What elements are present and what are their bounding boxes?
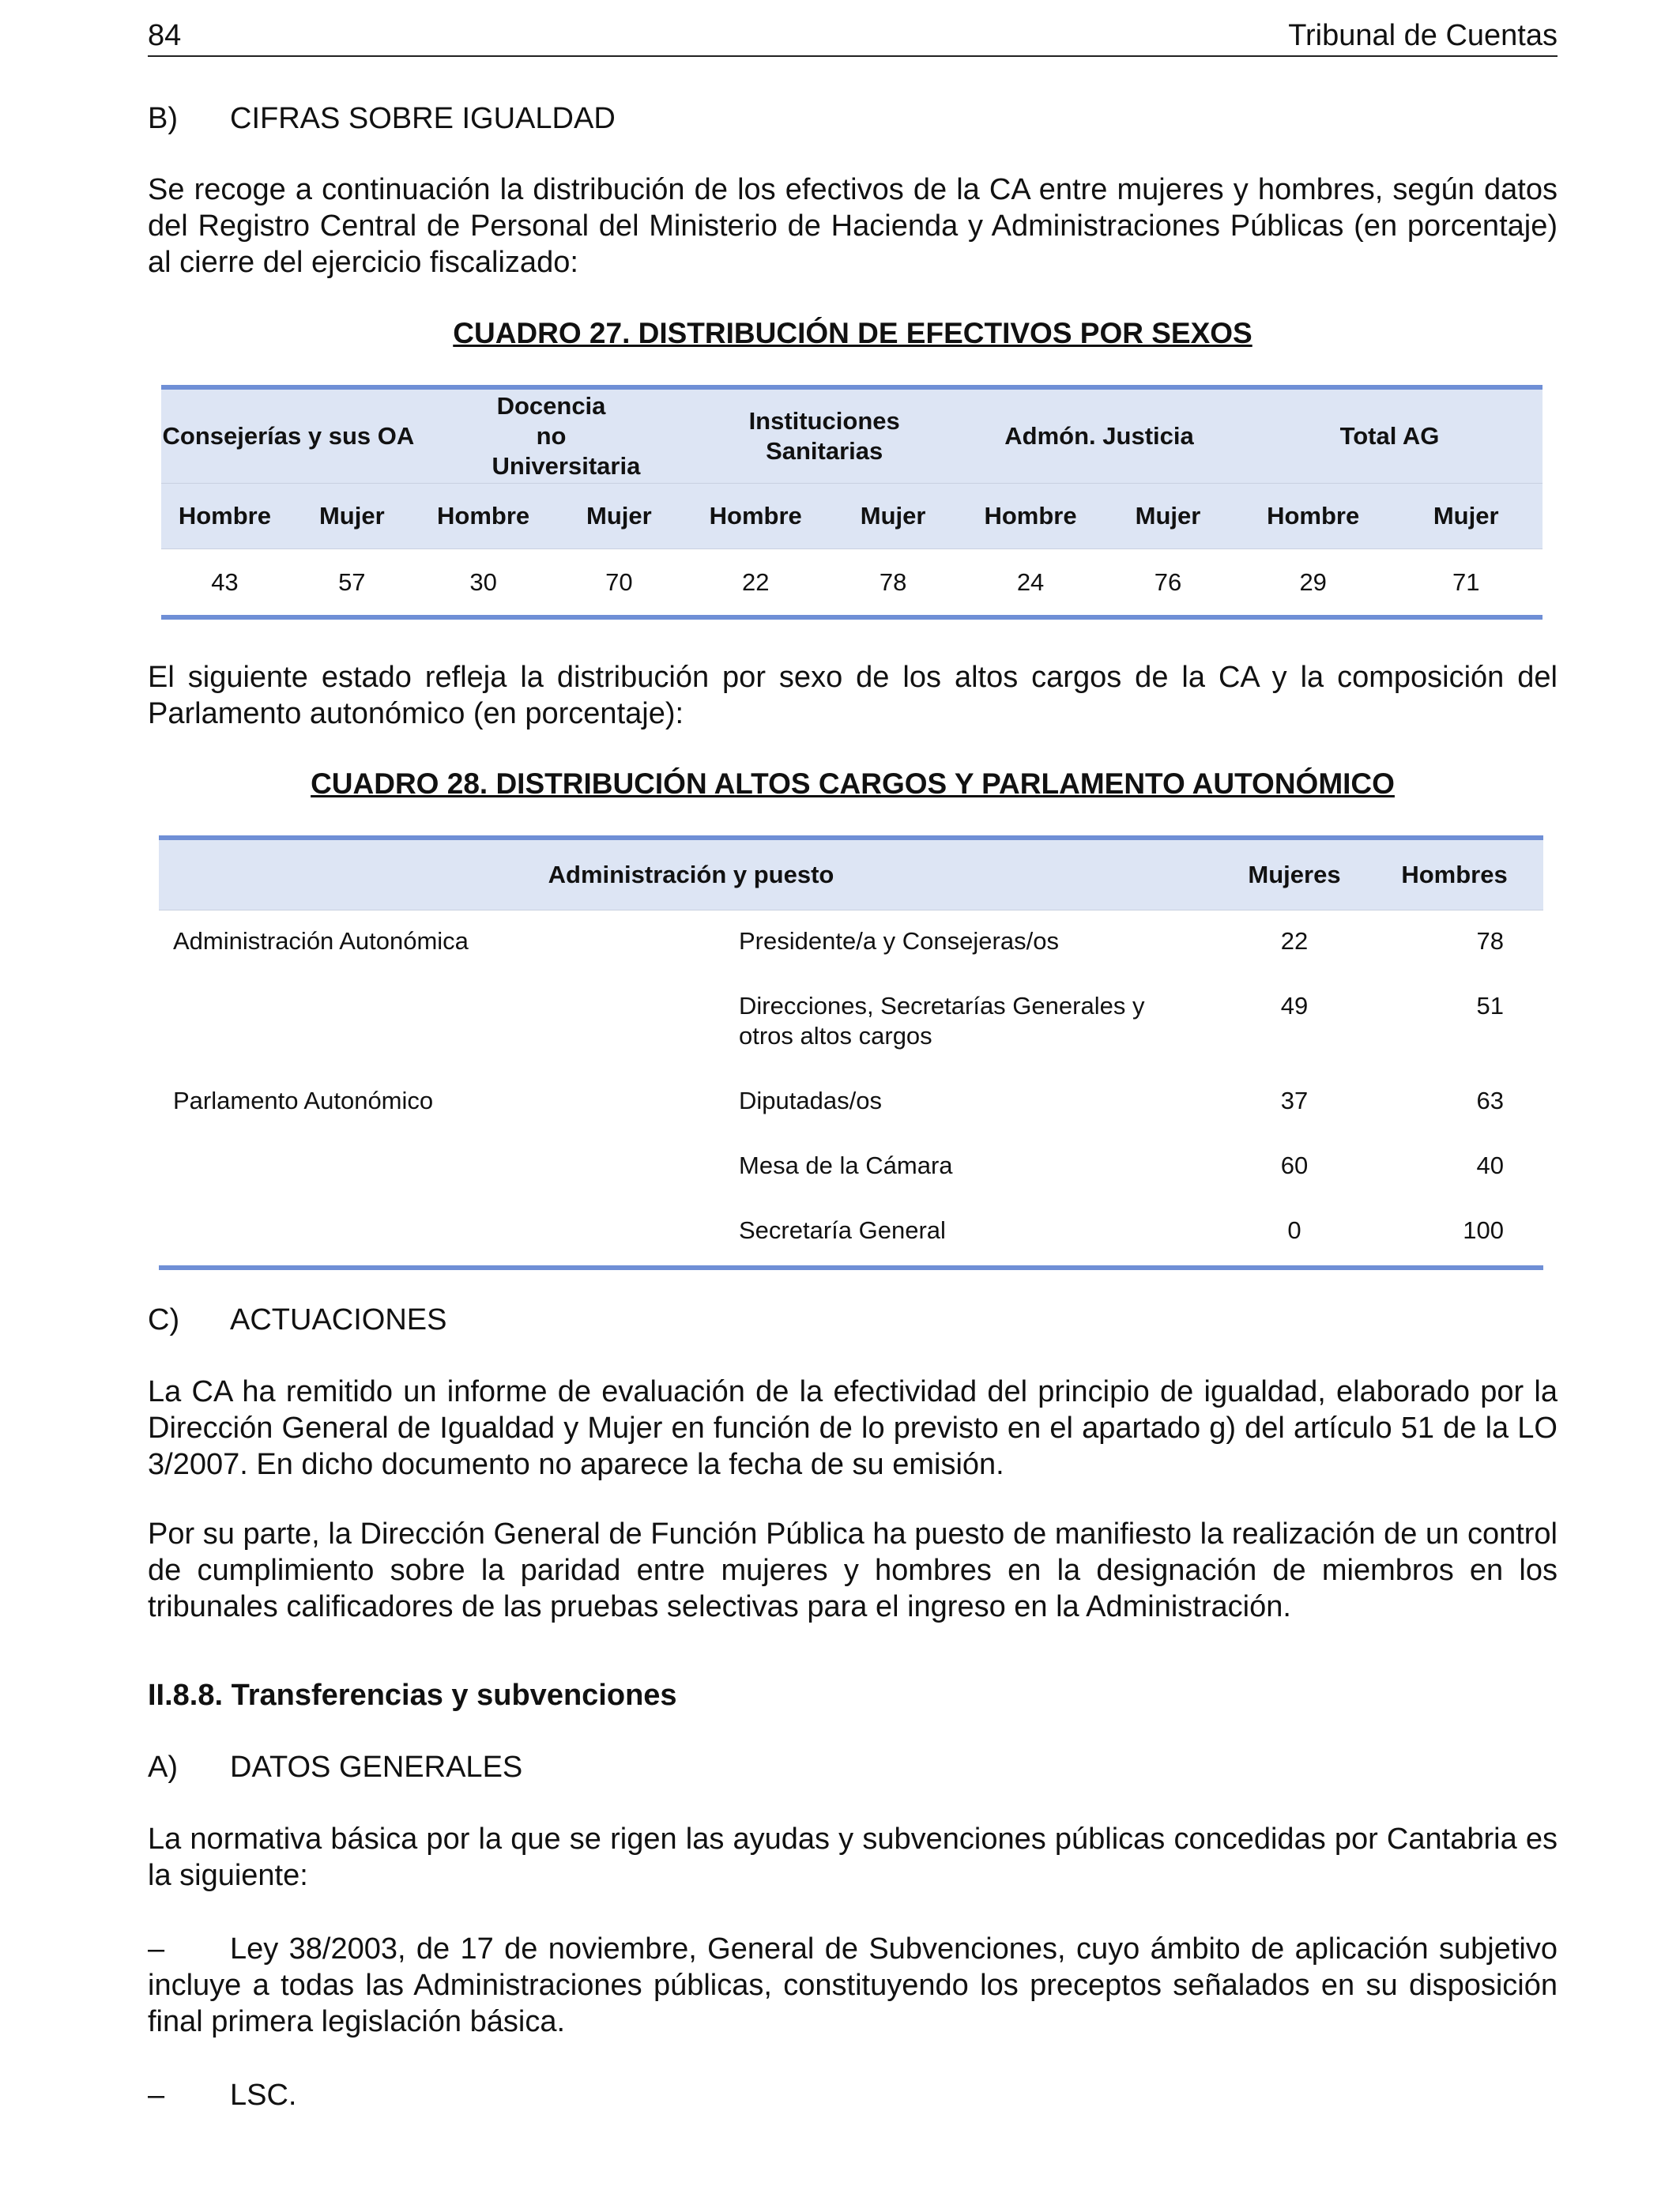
cuadro28-admin — [159, 1200, 738, 1268]
cuadro27-value: 78 — [879, 567, 907, 596]
cuadro27-subheader: Mujer — [824, 484, 962, 549]
cuadro27-group-header: Instituciones Sanitarias — [687, 387, 962, 484]
bullet-item — [148, 1931, 1558, 2040]
page-number: 84 — [148, 19, 182, 52]
cuadro27-value: 29 — [1299, 567, 1327, 596]
header-title: Tribunal de Cuentas — [1288, 19, 1558, 52]
cuadro28-caption: CUADRO 28. DISTRIBUCIÓN ALTOS CARGOS Y PARLAMENTO AUTONÓMICO — [311, 767, 1395, 800]
cuadro27-table — [161, 385, 1543, 620]
cuadro28-puesto: Presidente/a y Consejeras/os — [739, 927, 1059, 955]
section-a-title: DATOS GENERALES — [230, 1751, 523, 1784]
cuadro28-mujeres: 49 — [1280, 991, 1309, 1020]
section-c-heading — [148, 1302, 1558, 1338]
cuadro28-hombres: 51 — [1476, 991, 1504, 1020]
cuadro28-admin: Administración Autonómica — [173, 927, 469, 955]
section-a-heading — [148, 1749, 1558, 1785]
cuadro27-subheader: Hombre — [962, 484, 1099, 549]
cuadro28-header-row — [159, 838, 1543, 910]
cuadro28-puesto: Diputadas/os — [739, 1086, 882, 1114]
cuadro28-header-admin: Administración y puesto — [159, 838, 1223, 910]
cuadro28-row — [159, 910, 1543, 975]
cuadro28-puesto: Direcciones, Secretarías Generales y otros altos cargos — [739, 991, 1145, 1050]
cuadro27-value: 57 — [338, 567, 366, 596]
section-c-title: ACTUACIONES — [230, 1303, 447, 1336]
cuadro28-admin — [159, 975, 738, 1070]
section-b-intro: Se recoge a continuación la distribución de los efectivos de la CA entre mujeres y hombres, según datos del Registro Central de Personal del Ministerio de Hacienda y Administraciones Públicas (en porcentaje) al cierre del ejercicio fiscalizado: — [148, 173, 1558, 279]
page-header — [148, 14, 1558, 57]
cuadro28-admin — [159, 1135, 738, 1200]
section-c-paragraph-1: La CA ha remitido un informe de evaluación de la efectividad del principio de igualdad, elaborado por la Dirección General de Igualdad y Mujer en función de lo previsto en el apartado g) del artículo 51 de la LO 3/2007. En dicho documento no aparece la fecha de su emisión. — [148, 1375, 1558, 1481]
cuadro27-value: 76 — [1154, 567, 1182, 596]
cuadro28-mujeres: 22 — [1280, 927, 1309, 955]
cuadro28-admin: Parlamento Autonómico — [173, 1086, 434, 1114]
bullet-item — [148, 2077, 1558, 2113]
cuadro27-value: 70 — [605, 567, 633, 596]
cuadro27-subheader: Mujer — [552, 484, 687, 549]
cuadro28-hombres: 40 — [1476, 1151, 1504, 1179]
dash-bullet-icon: – — [148, 1932, 165, 1966]
section-b-label: B) — [148, 102, 178, 135]
cuadro27-subheader: Hombre — [687, 484, 824, 549]
cuadro28-row — [159, 975, 1543, 1070]
cuadro27-subheader: Hombre — [1237, 484, 1389, 549]
cuadro27-subheader: Hombre — [416, 484, 552, 549]
section-b-title: CIFRAS SOBRE IGUALDAD — [230, 102, 616, 135]
cuadro27-group-header-row — [161, 387, 1543, 484]
cuadro28-puesto: Secretaría General — [739, 1216, 946, 1244]
cuadro27-caption: CUADRO 27. DISTRIBUCIÓN DE EFECTIVOS POR SEXOS — [453, 317, 1252, 349]
cuadro27-value: 43 — [211, 567, 239, 596]
cuadro28-row — [159, 1135, 1543, 1200]
bullet-text: LSC. — [230, 2079, 297, 2112]
cuadro28-mujeres: 37 — [1280, 1086, 1309, 1114]
cuadro27-value: 71 — [1452, 567, 1480, 596]
cuadro28-header-mujeres: Mujeres — [1223, 838, 1365, 910]
cuadro27-value: 22 — [741, 567, 770, 596]
cuadro27-group-header: Total AG — [1237, 387, 1543, 484]
section-c-label: C) — [148, 1303, 180, 1336]
cuadro27-subheader: Mujer — [1099, 484, 1237, 549]
cuadro27-subheader-row — [161, 484, 1543, 549]
cuadro28-mujeres: 60 — [1280, 1151, 1309, 1179]
cuadro28-puesto: Mesa de la Cámara — [739, 1151, 953, 1179]
cuadro28-row — [159, 1200, 1543, 1268]
cuadro28-row — [159, 1070, 1543, 1135]
cuadro28-mujeres: 0 — [1287, 1216, 1301, 1244]
cuadro28-header-hombres: Hombres — [1365, 838, 1543, 910]
subsection-heading: II.8.8. Transferencias y subvenciones — [148, 1679, 677, 1712]
cuadro28-hombres: 63 — [1476, 1086, 1504, 1114]
section-a-label: A) — [148, 1751, 178, 1784]
cuadro28-table — [159, 835, 1543, 1270]
cuadro27-group-header: Admón. Justicia — [962, 387, 1237, 484]
altos-cargos-paragraph: El siguiente estado refleja la distribución por sexo de los altos cargos de la CA y la composición del Parlamento autonómico (en porcentaje): — [148, 661, 1558, 730]
cuadro27-value: 24 — [1016, 567, 1045, 596]
cuadro27-value: 30 — [469, 567, 497, 596]
cuadro28-hombres: 78 — [1476, 927, 1504, 955]
section-c-paragraph-2: Por su parte, la Dirección General de Función Pública ha puesto de manifiesto la realización de un control de cumplimiento sobre la paridad entre mujeres y hombres en la designación de miembros en los tribunales calificadores de las pruebas selectivas para el ingreso en la Administración. — [148, 1517, 1558, 1623]
cuadro27-group-header: Docencia no Universitaria — [416, 387, 687, 484]
cuadro27-subheader: Hombre — [161, 484, 288, 549]
cuadro28-hombres: 100 — [1463, 1216, 1504, 1244]
dash-bullet-icon: – — [148, 2079, 165, 2112]
bullet-text: Ley 38/2003, de 17 de noviembre, General de Subvenciones, cuyo ámbito de aplicación subjetivo incluye a todas las Administraciones públicas, constituyendo los preceptos señalados en su disposición final primera legislación básica. — [148, 1932, 1558, 2038]
cuadro27-value-row — [161, 549, 1543, 618]
cuadro27-group-header: Consejerías y sus OA — [161, 387, 416, 484]
section-b-heading — [148, 100, 1558, 137]
section-a-intro: La normativa básica por la que se rigen las ayudas y subvenciones públicas concedidas por Cantabria es la siguiente: — [148, 1823, 1558, 1892]
cuadro27-subheader: Mujer — [288, 484, 416, 549]
cuadro27-subheader: Mujer — [1389, 484, 1543, 549]
